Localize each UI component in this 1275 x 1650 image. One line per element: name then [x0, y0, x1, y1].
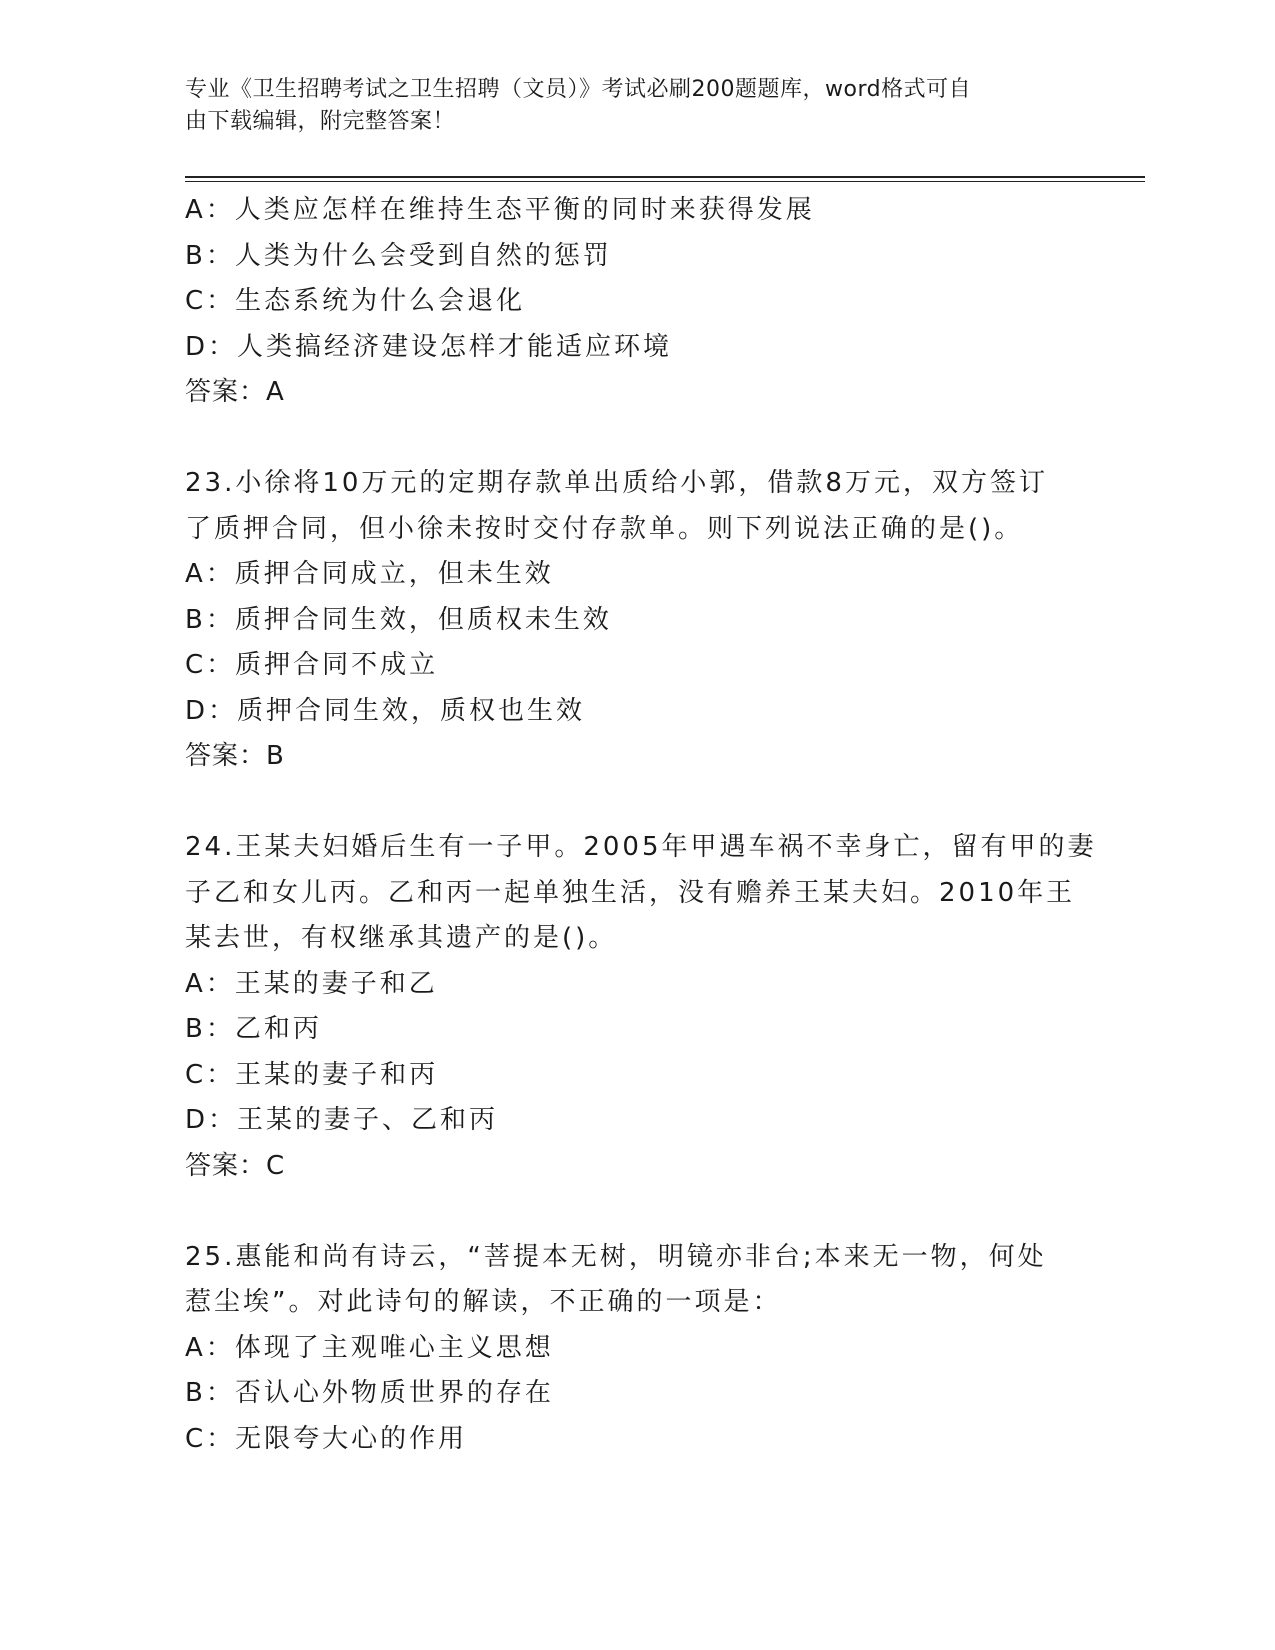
question-stem-line: 25.惠能和尚有诗云，“菩提本无树，明镜亦非台;本来无一物，何处	[185, 1241, 1047, 1272]
option-a: A：体现了主观唯心主义思想	[185, 1332, 554, 1363]
spacer	[185, 1189, 1085, 1235]
option-c: C：生态系统为什么会退化	[185, 286, 526, 316]
question-stem-line: 惹尘埃”。对此诗句的解读，不正确的一项是：	[185, 1287, 782, 1317]
header-rule-thin	[185, 181, 1145, 182]
option-b: B：乙和丙	[185, 1014, 322, 1044]
question-list	[185, 188, 1097, 1462]
option-a: A：王某的妻子和乙	[185, 968, 438, 999]
option-b: B：人类为什么会受到自然的惩罚	[185, 240, 612, 271]
question-block-prev	[185, 188, 1085, 416]
option-d: D：质押合同生效，质权也生效	[185, 695, 586, 726]
header-rule-thick	[185, 176, 1145, 178]
question-stem-line: 了质押合同，但小徐未按时交付存款单。则下列说法正确的是()。	[185, 513, 1024, 544]
option-a: A：质押合同成立，但未生效	[185, 559, 554, 589]
answer-line: 答案：A	[185, 377, 285, 407]
question-stem-line: 子乙和女儿丙。乙和丙一起单独生活，没有赡养王某夫妇。2010年王	[185, 877, 1076, 908]
question-stem-line: 23.小徐将10万元的定期存款单出质给小郭，借款8万元，双方签订	[185, 468, 1048, 498]
answer-line: 答案：C	[185, 1150, 286, 1181]
header-line-2: 由下载编辑，附完整答案！	[185, 109, 456, 134]
option-c: C：无限夸大心的作用	[185, 1423, 468, 1454]
spacer	[185, 416, 1085, 462]
question-stem-line: 某去世，有权继承其遗产的是()。	[185, 923, 618, 953]
question-block-24	[185, 825, 1097, 1189]
header-line-1: 专业《卫生招聘考试之卫生招聘（文员）》考试必刷200题题库，word格式可自	[185, 77, 972, 102]
question-stem-line: 24.王某夫妇婚后生有一子甲。2005年甲遇车祸不幸身亡，留有甲的妻	[185, 832, 1097, 862]
option-b: B：否认心外物质世界的存在	[185, 1378, 554, 1408]
option-b: B：质押合同生效，但质权未生效	[185, 604, 612, 635]
spacer	[185, 780, 1085, 826]
option-d: D：王某的妻子、乙和丙	[185, 1105, 499, 1135]
option-c: C：王某的妻子和丙	[185, 1059, 439, 1090]
question-block-23	[185, 461, 1085, 780]
document-header	[185, 74, 1065, 138]
option-a: A：人类应怎样在维持生态平衡的同时来获得发展	[185, 195, 815, 225]
option-d: D：人类搞经济建设怎样才能适应环境	[185, 331, 673, 362]
answer-line: 答案：B	[185, 741, 285, 771]
option-c: C：质押合同不成立	[185, 650, 439, 680]
question-block-25	[185, 1235, 1085, 1463]
